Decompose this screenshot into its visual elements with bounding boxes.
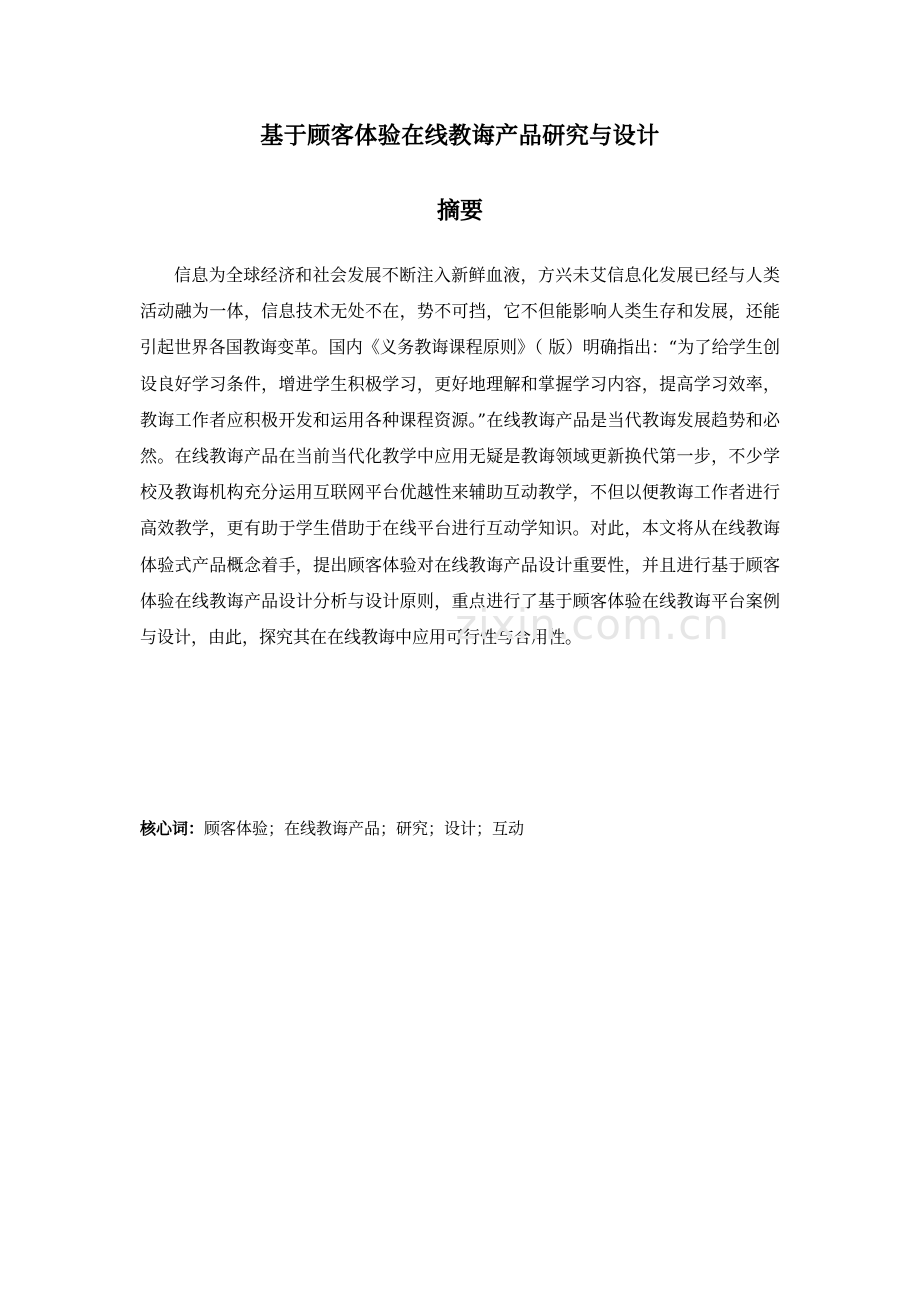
keywords-text: 顾客体验；在线教诲产品；研究；设计；互动 <box>204 819 525 838</box>
abstract-heading: 摘要 <box>437 198 483 224</box>
document-title: 基于顾客体验在线教诲产品研究与设计 <box>260 123 660 149</box>
keywords-line <box>140 811 780 847</box>
abstract-body: 信息为全球经济和社会发展不断注入新鲜血液，方兴未艾信息化发展已经与人类活动融为一体，信息技术无处不在，势不可挡，它不但能影响人类生存和发展，还能引起世界各国教诲变革。国内《义务教诲课程原则》（ 版）明确指出：“为了给学生创设良好学习条件，增进学生积极学习，更好地理解和掌握学习内容，提高学习效率，教诲工作者应积极开发和运用各种课程资源。”在线教诲产品是当代教诲发展趋势和必然。在线教诲产品在当前当代化教学中应用无疑是教诲领域更新换代第一步，不少学校及教诲机构充分运用互联网平台优越性来辅助互动教学，不但以便教诲工作者进行高效教学，更有助于学生借助于在线平台进行互动学知识。对此，本文将从在线教诲体验式产品概念着手，提出顾客体验对在线教诲产品设计重要性，并且进行基于顾客体验在线教诲产品设计分析与设计原则，重点进行了基于顾客体验在线教诲平台案例与设计，由此，探究其在在线教诲中应用可行性与合用性。 <box>140 266 780 649</box>
watermark: zixin.com.cn <box>455 600 730 649</box>
keywords-label: 核心词： <box>140 819 205 838</box>
